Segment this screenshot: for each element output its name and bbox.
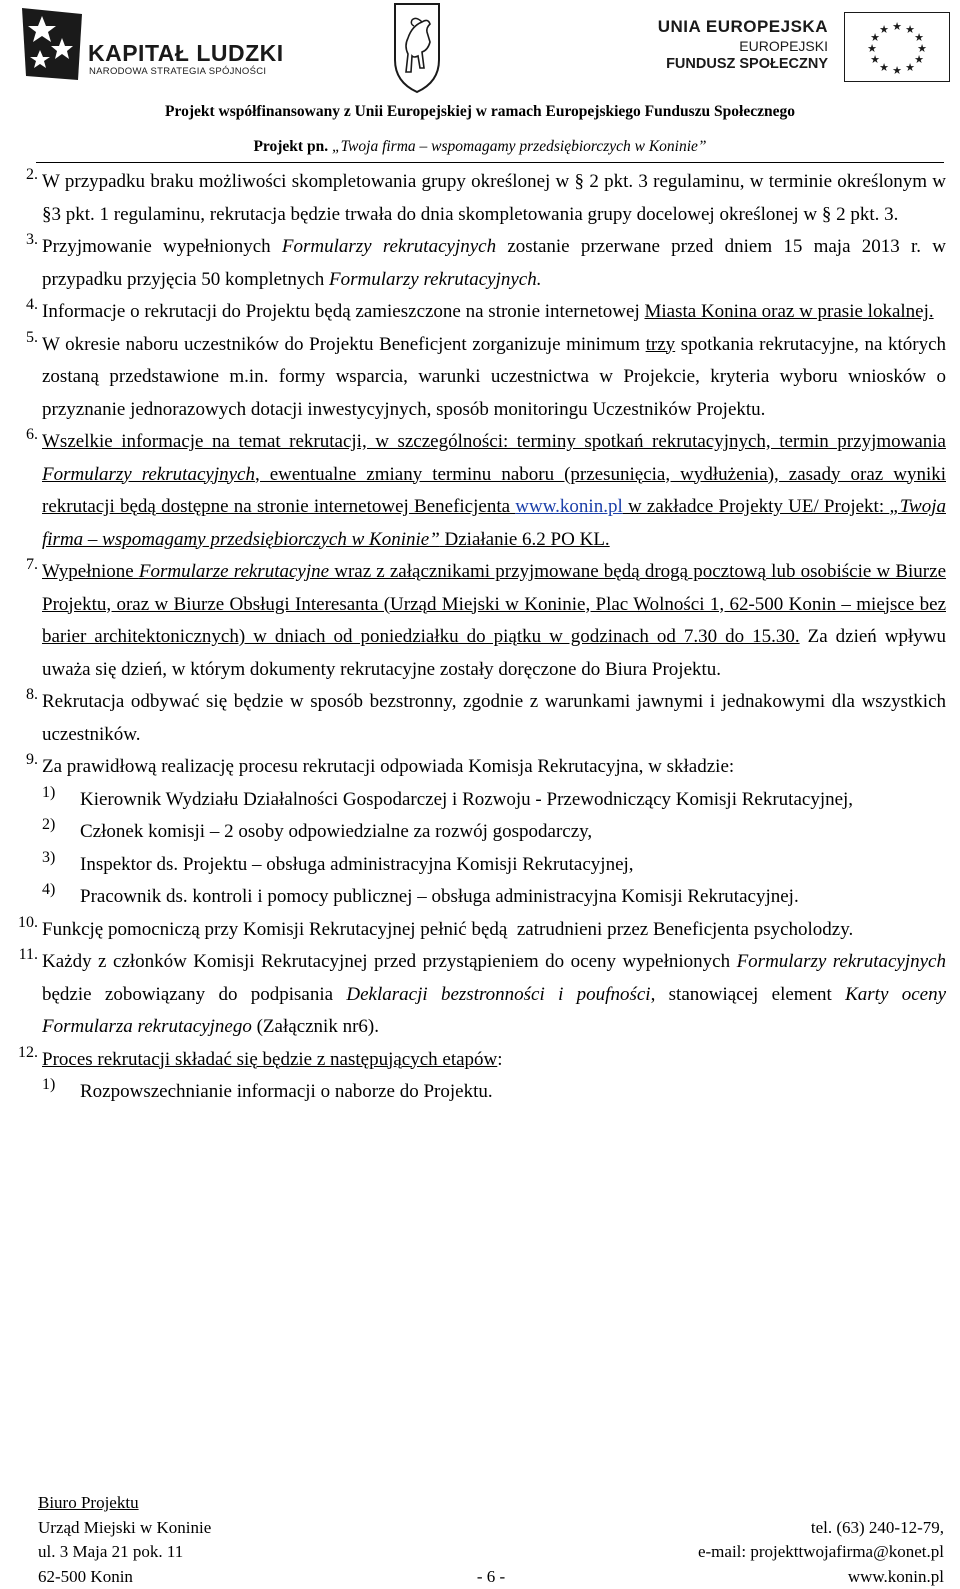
cofinancing-note: Projekt współfinansowany z Unii Europejskiej w ramach Europejskiego Funduszu Społecznego	[165, 103, 795, 120]
item-text: Wypełnione Formularze rekrutacyjne wraz z załącznikami przyjmowane będą drogą pocztową lub osobiście w Biurze Projektu, oraz w Biurze Obsługi Interesanta (Urząd Miejski w Koninie, Plac Wolności 1, 62-500 Konin – miejsce bez barier architektonicznych) w dniach od poniedziałku do piątku w godzinach od 7.30 do 15.30. Za dzień wpływu uważa się dzień, w którym dokumenty rekrutacyjne zostały doręczone do Biura Projektu.	[42, 561, 947, 680]
item-text: Proces rekrutacji składać się będzie z następujących etapów:	[42, 1048, 503, 1070]
svg-text:★: ★	[870, 53, 880, 66]
item-number: 8.	[26, 686, 38, 703]
kapital-ludzki-title: KAPITAŁ LUDZKI	[88, 40, 284, 66]
footer-website[interactable]: www.konin.pl	[847, 1566, 944, 1586]
item-number: 11.	[18, 946, 38, 963]
svg-text:★: ★	[905, 23, 915, 36]
konin-website-link[interactable]: www.konin.pl	[515, 496, 623, 517]
list-item-11	[0, 946, 946, 1044]
item-text: Wszelkie informacje na temat rekrutacji, w szczególności: terminy spotkań rekrutacyjnych, termin przyjmowania Formularzy rekrutacyjnych, ewentualne zmiany terminu naboru (przesunięcia, wydłużenia), zasady oraz wyniki rekrutacji będą dostępne na stronie internetowej Beneficjenta www.konin.pl w zakładce Projekty UE/ Projekt: „Twoja firma – wspomagamy przedsiębiorczych w Koninie” Działanie 6.2 PO KL.	[42, 431, 946, 550]
sublist-text: Inspektor ds. Projektu – obsługa administracyjna Komisji Rekrutacyjnej,	[80, 853, 634, 875]
sublist-item	[42, 1076, 946, 1109]
eu-logo-text	[658, 16, 828, 73]
project-name-prefix: Projekt pn.	[253, 138, 332, 155]
sublist-number: 1)	[42, 783, 56, 801]
item-number: 6.	[26, 426, 38, 443]
svg-text:★: ★	[914, 53, 924, 66]
eu-logo-line2: EUROPEJSKI	[739, 38, 828, 54]
list-item-5	[0, 329, 946, 427]
eu-flag-icon	[844, 12, 950, 82]
footer-phone: tel. (63) 240-12-79,	[810, 1517, 944, 1537]
list-item-7	[0, 556, 946, 686]
eu-logo-line1: UNIA EUROPEJSKA	[657, 17, 828, 36]
svg-text:★: ★	[917, 42, 927, 55]
svg-text:★: ★	[867, 42, 877, 55]
svg-text:★: ★	[879, 23, 889, 36]
svg-text:★: ★	[914, 31, 924, 44]
sublist-text: Rozpowszechnianie informacji o naborze do Projektu.	[80, 1081, 493, 1102]
eu-logo-line3: FUNDUSZ SPOŁECZNY	[666, 56, 828, 72]
item-number: 2.	[26, 166, 38, 183]
item-number: 5.	[26, 328, 38, 346]
list-item-8	[0, 686, 946, 751]
item-number: 12.	[18, 1043, 38, 1061]
footer-city-office: Urząd Miejski w Koninie	[38, 1517, 212, 1537]
kapital-ludzki-logo	[22, 8, 292, 80]
sublist-number: 4)	[42, 881, 56, 898]
footer-email: e-mail: projekttwojafirma@konet.pl	[697, 1542, 944, 1561]
svg-text:★: ★	[892, 64, 902, 77]
page-number: - 6 -	[476, 1566, 506, 1586]
item-number: 9.	[26, 751, 38, 768]
item-text: Rekrutacja odbywać się będzie w sposób bezstronny, zgodnie z warunkami jawnymi i jednakowymi dla wszystkich uczestników.	[42, 691, 946, 745]
horse-crest-icon	[392, 2, 442, 94]
list-item-6	[0, 426, 946, 556]
list-item-4	[0, 296, 946, 329]
header-divider	[36, 162, 944, 163]
list-item-10	[0, 914, 946, 947]
item-text: Każdy z członków Komisji Rekrutacyjnej przed przystąpieniem do oceny wypełnionych Formularzy rekrutacyjnych będzie zobowiązany do podpisania Deklaracji bezstronności i poufności, stanowiącej element Karty oceny Formularza rekrutacyjnego (Załącznik nr6).	[42, 951, 947, 1037]
kapital-ludzki-emblem-icon	[22, 8, 82, 80]
list-item-2	[0, 166, 946, 231]
item-number: 10.	[18, 913, 38, 931]
sublist-text: Pracownik ds. kontroli i pomocy publicznej – obsługa administracyjna Komisji Rekrutacyjnej.	[80, 886, 799, 907]
list-item-12	[0, 1044, 946, 1109]
item-number: 4.	[26, 296, 38, 313]
sublist-number: 1)	[42, 1076, 56, 1093]
project-name	[0, 138, 960, 156]
list-item-9	[0, 751, 946, 914]
footer-office: Biuro Projektu	[38, 1493, 139, 1512]
sublist-number: 3)	[42, 848, 56, 866]
item-text: W okresie naboru uczestników do Projektu Beneficjent zorganizuje minimum trzy spotkania rekrutacyjne, na których zostaną przedstawione m.in. formy wsparcia, warunki uczestnictwa w Projekcie, kryteria wyboru wniosków o przyznanie jednorazowych dotacji inwestycyjnych, sposób monitoringu Uczestników Projektu.	[42, 333, 947, 420]
item-text: Za prawidłową realizację procesu rekrutacji odpowiada Komisja Rekrutacyjna, w składzie:	[42, 756, 735, 777]
eu-logo	[657, 12, 950, 82]
list-item-3	[0, 231, 946, 296]
sublist-number: 2)	[42, 816, 56, 833]
header-logos	[0, 0, 960, 100]
item-number: 3.	[26, 231, 38, 248]
project-name-title: „Twoja firma – wspomagamy przedsiębiorczych w Koninie”	[331, 138, 707, 155]
item-text: Informacje o rekrutacji do Projektu będą zamieszczone na stronie internetowej Miasta Konina oraz w prasie lokalnej.	[42, 301, 934, 322]
kapital-ludzki-subtitle: NARODOWA STRATEGIA SPÓJNOŚCI	[89, 66, 267, 77]
sublist-item	[42, 849, 946, 882]
regulation-list	[0, 166, 960, 1109]
svg-text:★: ★	[892, 20, 902, 33]
page-footer	[38, 1491, 944, 1589]
sublist-item	[42, 881, 946, 914]
svg-text:★: ★	[905, 61, 915, 74]
footer-postal: 62-500 Konin	[38, 1566, 133, 1586]
item-text: W przypadku braku możliwości skompletowania grupy określonej w § 2 pkt. 3 regulaminu, w terminie określonym w §3 pkt. 1 regulaminu, rekrutacja będzie trwała do dnia skompletowania grupy docelowej określonej w § 2 pkt. 3.	[42, 171, 946, 225]
item-text: Przyjmowanie wypełnionych Formularzy rekrutacyjnych zostanie przerwane przed dniem 15 maja 2013 r. w przypadku przyjęcia 50 kompletnych Formularzy rekrutacyjnych.	[42, 236, 946, 290]
sublist-item	[42, 816, 946, 849]
item-text: Funkcję pomocniczą przy Komisji Rekrutacyjnej pełnić będą zatrudnieni przez Beneficjenta psycholodzy.	[42, 918, 854, 940]
sublist-text: Kierownik Wydziału Działalności Gospodarczej i Rozwoju - Przewodniczący Komisji Rekrutacyjnej,	[80, 788, 854, 810]
item-number: 7.	[26, 556, 38, 573]
svg-text:★: ★	[870, 31, 880, 44]
sublist-text: Członek komisji – 2 osoby odpowiedzialne za rozwój gospodarczy,	[80, 821, 593, 842]
footer-street: ul. 3 Maja 21 pok. 11	[38, 1542, 184, 1561]
sublist-item	[42, 784, 946, 817]
svg-text:★: ★	[879, 61, 889, 74]
